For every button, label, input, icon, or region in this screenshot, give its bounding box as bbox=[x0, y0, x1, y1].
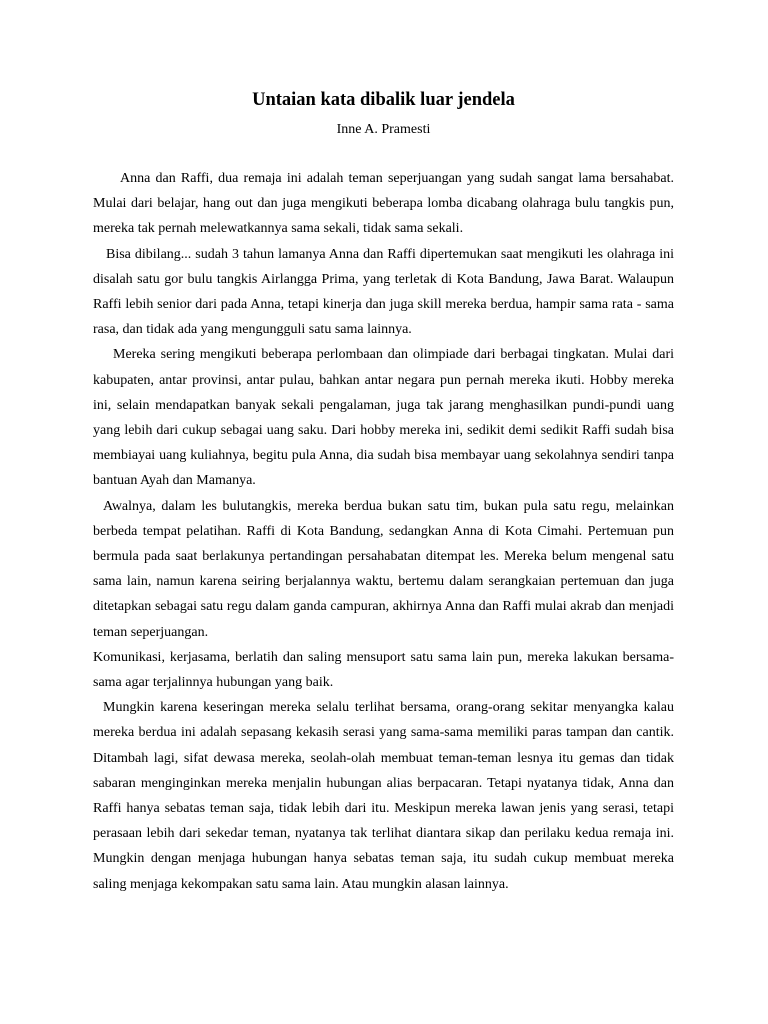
paragraph-2: Bisa dibilang... sudah 3 tahun lamanya Anna dan Raffi dipertemukan saat mengikuti les olahraga ini disalah satu gor bulu tangkis Airlangga Prima, yang terletak di Kota Bandung, Jawa Barat. Walaupun Raffi lebih senior dari pada Anna, tetapi kinerja dan juga skill mereka berdua, hampir sama rata - sama rasa, dan tidak ada yang mengungguli satu sama lainnya. bbox=[93, 246, 674, 338]
document-page bbox=[93, 86, 674, 897]
document-title: Untaian kata dibalik luar jendela bbox=[252, 90, 515, 110]
document-body bbox=[93, 166, 674, 897]
paragraph-4: Awalnya, dalam les bulutangkis, mereka berdua bukan satu tim, bukan pula satu regu, melainkan berbeda tempat pelatihan. Raffi di Kota Bandung, sedangkan Anna di Kota Cimahi. Pertemuan pun bermula pada saat berlakunya pertandingan persahabatan ditempat les. Mereka belum mengenal satu sama lain, namun karena seiring berjalannya waktu, bertemu dalam serangkaian pertemuan dan juga ditetapkan sebagai satu regu dalam ganda campuran, akhirnya Anna dan Raffi mulai akrab dan menjadi teman seperjuangan. bbox=[93, 498, 674, 640]
paragraph-6: Mungkin karena keseringan mereka selalu terlihat bersama, orang-orang sekitar menyangka kalau mereka berdua ini adalah sepasang kekasih serasi yang sama-sama memiliki paras tampan dan cantik. Ditambah lagi, sifat dewasa mereka, seolah-olah membuat teman-teman lesnya itu gemas dan tidak sabaran menginginkan mereka menjalin hubungan alias berpacaran. Tetapi nyatanya tidak, Anna dan Raffi hanya sebatas teman saja, tidak lebih dari itu. Meskipun mereka lawan jenis yang serasi, tetapi perasaan lebih dari sekedar teman, nyatanya tak terlihat diantara sikap dan perilaku kedua remaja ini. Mungkin dengan menjaga hubungan hanya sebatas teman saja, itu sudah cukup membuat mereka saling menjaga kekompakan satu sama lain. Atau mungkin alasan lainnya. bbox=[93, 700, 674, 892]
document-author: Inne A. Pramesti bbox=[336, 122, 431, 137]
paragraph-5: Komunikasi, kerjasama, berlatih dan saling mensuport satu sama lain pun, mereka lakukan bersama-sama agar terjalinnya hubungan yang baik. bbox=[93, 649, 674, 691]
paragraph-1: Anna dan Raffi, dua remaja ini adalah teman seperjuangan yang sudah sangat lama bersahabat. Mulai dari belajar, hang out dan juga mengikuti beberapa lomba dicabang olahraga bulu tangkis pun, mereka tak pernah melewatkannya sama sekali, tidak sama sekali. bbox=[93, 171, 674, 237]
paragraph-3: Mereka sering mengikuti beberapa perlombaan dan olimpiade dari berbagai tingkatan. Mulai dari kabupaten, antar provinsi, antar pulau, bahkan antar negara pun pernah mereka ikuti. Hobby mereka ini, selain mendapatkan banyak sekali pengalaman, juga tak jarang menghasilkan pundi-pundi uang yang lebih dari cukup sebagai uang saku. Dari hobby mereka ini, sedikit demi sedikit Raffi sudah bisa membiayai uang kuliahnya, begitu pula Anna, dia sudah bisa membayar uang sekolahnya sendiri tanpa bantuan Ayah dan Mamanya. bbox=[93, 347, 674, 489]
